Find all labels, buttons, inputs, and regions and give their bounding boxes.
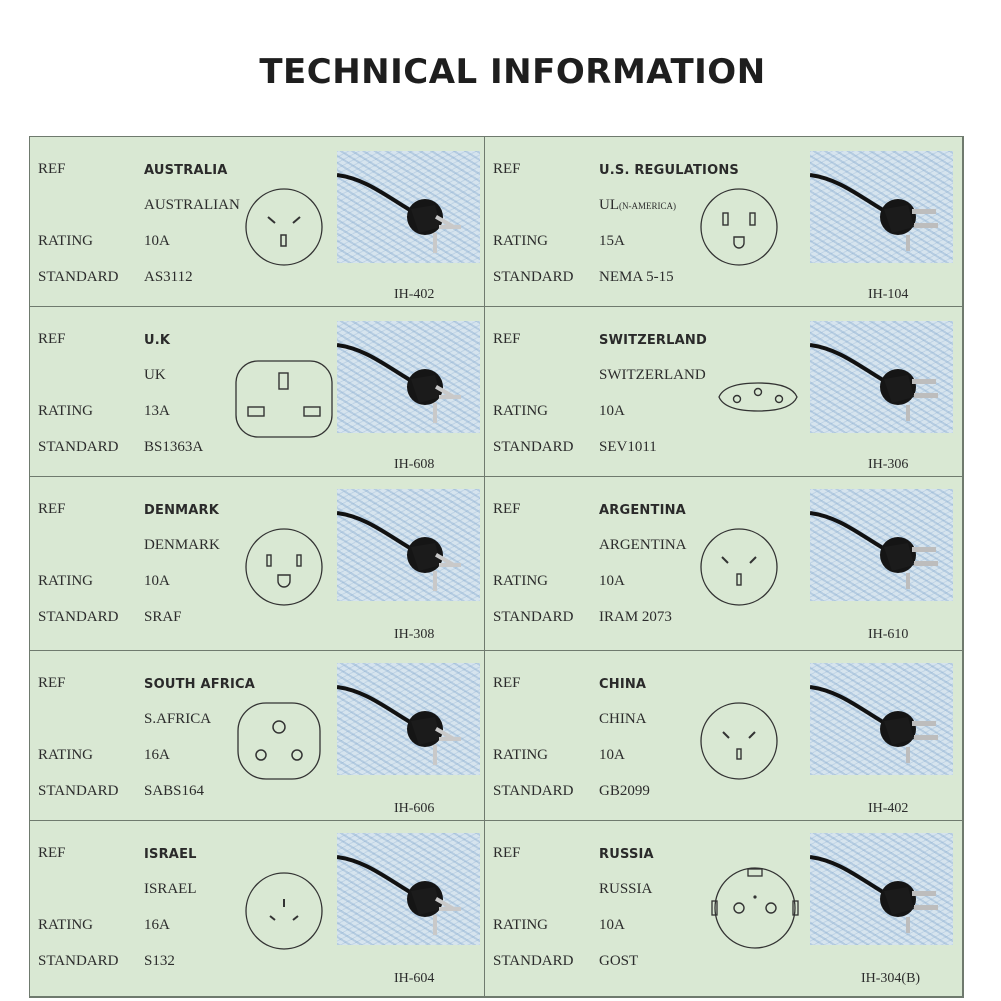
plug-cell-u-s-regulations [485,137,963,307]
plug-photo [337,321,480,433]
standard-value: GB2099 [599,783,650,799]
plug-photo [337,663,480,775]
ref-label: REF [493,331,521,347]
model-code: IH-610 [868,627,909,642]
standard-value: GOST [599,953,639,969]
rating-label: RATING [38,573,93,589]
rating-label: RATING [38,233,93,249]
plug-cell-australia [30,137,485,307]
russia-socket-icon [710,863,800,958]
rating-value: 10A [144,573,170,589]
country-heading: CHINA [599,677,647,692]
ref-label: REF [493,161,521,177]
plug-name [144,881,197,898]
swiss-socket-icon [713,357,803,442]
plug-cell-denmark [30,477,485,651]
plug-name [144,537,220,554]
plug-photo [810,489,953,601]
plug-name [599,367,706,384]
standard-label: STANDARD [493,439,574,455]
rating-label: RATING [38,747,93,763]
model-code: IH-306 [868,457,909,472]
plug-name-main: CHINA [599,711,647,727]
standard-value: SEV1011 [599,439,657,455]
rating-label: RATING [493,917,548,933]
standard-label: STANDARD [38,439,119,455]
plug-name [144,711,211,728]
standard-label: STANDARD [493,953,574,969]
ref-label: REF [493,845,521,861]
model-code: IH-308 [394,627,435,642]
country-heading: ARGENTINA [599,503,686,518]
model-code: IH-104 [868,287,909,302]
plug-photo [810,833,953,945]
rating-value: 10A [599,747,625,763]
plug-spec-table [29,136,964,998]
country-heading: DENMARK [144,503,220,518]
ref-label: REF [38,845,66,861]
standard-value: SABS164 [144,783,205,799]
israel-socket-icon [244,871,324,956]
standard-label: STANDARD [493,269,574,285]
rating-label: RATING [38,403,93,419]
plug-name [599,881,652,898]
standard-label: STANDARD [493,609,574,625]
australia-socket-icon [244,187,324,272]
rating-value: 15A [599,233,625,249]
rating-label: RATING [493,573,548,589]
rating-label: RATING [493,403,548,419]
model-code: IH-604 [394,971,435,986]
ref-label: REF [493,501,521,517]
ref-label: REF [38,331,66,347]
plug-photo [337,489,480,601]
country-heading: U.S. REGULATIONS [599,163,739,178]
plug-name-main: S.AFRICA [144,711,212,727]
rating-value: 10A [599,917,625,933]
plug-name-main: SWITZERLAND [599,367,706,383]
rating-label: RATING [493,233,548,249]
standard-value: AS3112 [144,269,193,285]
standard-value: S132 [144,953,175,969]
rating-label: RATING [38,917,93,933]
south-africa-socket-icon [236,701,322,786]
plug-cell-argentina [485,477,963,651]
rating-value: 16A [144,917,170,933]
plug-name [144,367,166,384]
country-heading: SOUTH AFRICA [144,677,256,692]
plug-name-region: (N-AMERICA) [619,201,676,211]
model-code: IH-402 [868,801,909,816]
model-code: IH-606 [394,801,435,816]
rating-value: 13A [144,403,170,419]
plug-cell-u-k [30,307,485,477]
model-code: IH-608 [394,457,435,472]
standard-label: STANDARD [38,609,119,625]
uk-socket-icon [234,359,334,444]
plug-name-main: RUSSIA [599,881,653,897]
rating-value: 10A [599,403,625,419]
country-heading: SWITZERLAND [599,333,707,348]
us-socket-icon [699,187,779,272]
rating-label: RATING [493,747,548,763]
plug-photo [337,833,480,945]
plug-cell-south-africa [30,651,485,821]
standard-label: STANDARD [493,783,574,799]
plug-cell-switzerland [485,307,963,477]
plug-name-main: AUSTRALIAN [144,197,240,213]
standard-value: IRAM 2073 [599,609,672,625]
plug-name [599,537,687,554]
plug-cell-russia [485,821,963,997]
china-socket-icon [699,701,779,786]
model-code: IH-402 [394,287,435,302]
plug-name-main: UK [144,367,166,383]
plug-name [144,197,240,214]
standard-label: STANDARD [38,783,119,799]
plug-photo [337,151,480,263]
standard-label: STANDARD [38,269,119,285]
model-code: IH-304(B) [861,971,921,986]
standard-value: BS1363A [144,439,204,455]
plug-name-main: UL [599,197,619,213]
ref-label: REF [38,675,66,691]
argentina-socket-icon [699,527,779,612]
country-heading: RUSSIA [599,847,654,862]
standard-label: STANDARD [38,953,119,969]
standard-value: NEMA 5-15 [599,269,674,285]
rating-value: 16A [144,747,170,763]
plug-name [599,711,647,728]
ref-label: REF [38,501,66,517]
plug-photo [810,663,953,775]
country-heading: AUSTRALIA [144,163,228,178]
page-title: TECHNICAL INFORMATION [259,52,766,92]
plug-name-main: ARGENTINA [599,537,687,553]
plug-name [599,197,676,214]
plug-name-main: DENMARK [144,537,220,553]
rating-value: 10A [144,233,170,249]
standard-value: SRAF [144,609,182,625]
plug-photo [810,151,953,263]
ref-label: REF [38,161,66,177]
plug-cell-china [485,651,963,821]
plug-cell-israel [30,821,485,997]
country-heading: ISRAEL [144,847,197,862]
country-heading: U.K [144,333,171,348]
denmark-socket-icon [244,527,324,612]
plug-photo [810,321,953,433]
rating-value: 10A [599,573,625,589]
ref-label: REF [493,675,521,691]
plug-name-main: ISRAEL [144,881,197,897]
